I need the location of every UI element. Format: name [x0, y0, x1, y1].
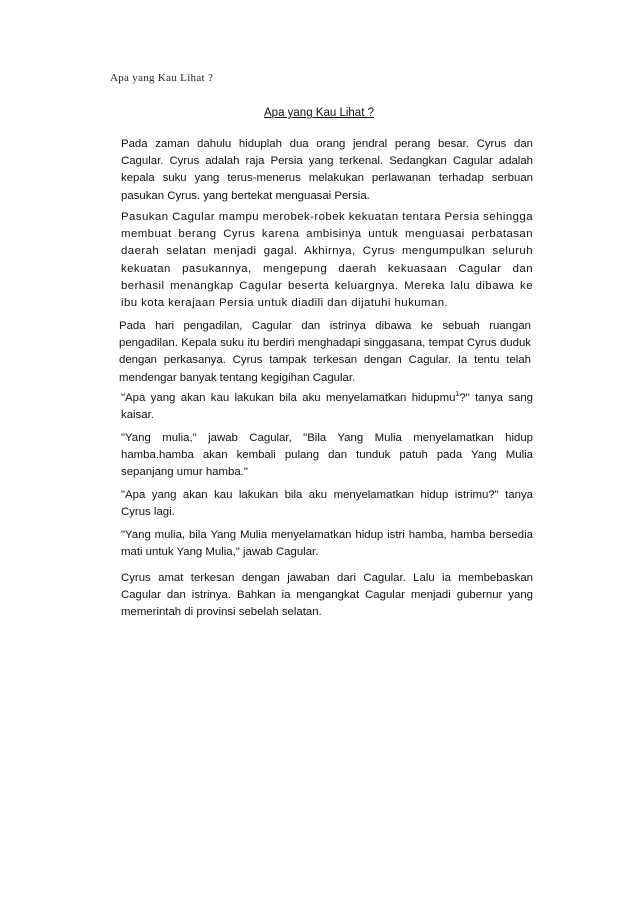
running-header: Apa yang Kau Lihat ?: [110, 72, 214, 84]
paragraph-trial: Pada hari pengadilan, Cagular dan istrinya dibawa ke sebuah ruangan pengadilan. Kepala suku itu berdiri menghadapi singgasana, tempat Cyrus duduk dengan perkasanya. Cyrus tampak terkesan dengan Cagular. Ia tentu telah mendengar banyak tentang kegigihan Cagular.: [119, 320, 531, 384]
footnote-marker: 1: [455, 391, 460, 399]
paragraph-question-2: "Apa yang akan kau lakukan bila aku menyelamatkan hidup istrimu?" tanya Cyrus lagi.: [121, 489, 533, 519]
question-1-text: "Apa yang akan kau lakukan bila aku menyelamatkan hidupmu: [121, 392, 456, 404]
question-1-tail: ?" tanya sang kaisar.: [121, 392, 533, 422]
document-title: Apa yang Kau Lihat ?: [264, 107, 374, 119]
paragraph-question-1: [121, 390, 533, 424]
paragraph-ending: Cyrus amat terkesan dengan jawaban dari Cagular. Lalu ia membebaskan Cagular dan istrinya. Bahkan ia mengangkat Cagular menjadi gubernur yang memerintah di provinsi sebelah selatan.: [121, 572, 533, 619]
paragraph-intro: Pada zaman dahulu hiduplah dua orang jendral perang besar. Cyrus dan Cagular. Cyrus adalah raja Persia yang terkenal. Sedangkan Cagular adalah kepala suku yang terus-menerus melakukan perlawanan terhadap serbuan pasukan Cyrus. yang bertekat menguasai Persia.: [121, 138, 533, 202]
paragraph-answer-1: "Yang mulia," jawab Cagular, "Bila Yang Mulia menyelamatkan hidup hamba.hamba akan kembali pulang dan tunduk patuh pada Yang Mulia sepanjang umur hamba.": [121, 432, 533, 479]
paragraph-answer-2: "Yang mulia, bila Yang Mulia menyelamatkan hidup istri hamba, hamba bersedia mati untuk Yang Mulia," jawab Cagular.: [121, 529, 533, 559]
paragraph-siege: Pasukan Cagular mampu merobek-robek kekuatan tentara Persia sehingga membuat berang Cyrus karena ambisinya untuk menguasai perbatasan daerah selatan menjadi gagal. Akhirnya, Cyrus mengumpulkan seluruh kekuatan pasukannya, mengepung daerah kekuasaan Cagular dan berhasil menangkap Cagular beserta keluargnya. Mereka lalu dibawa ke ibu kota kerajaan Persia untuk diadili dan dijatuhi hukuman.: [121, 211, 533, 310]
